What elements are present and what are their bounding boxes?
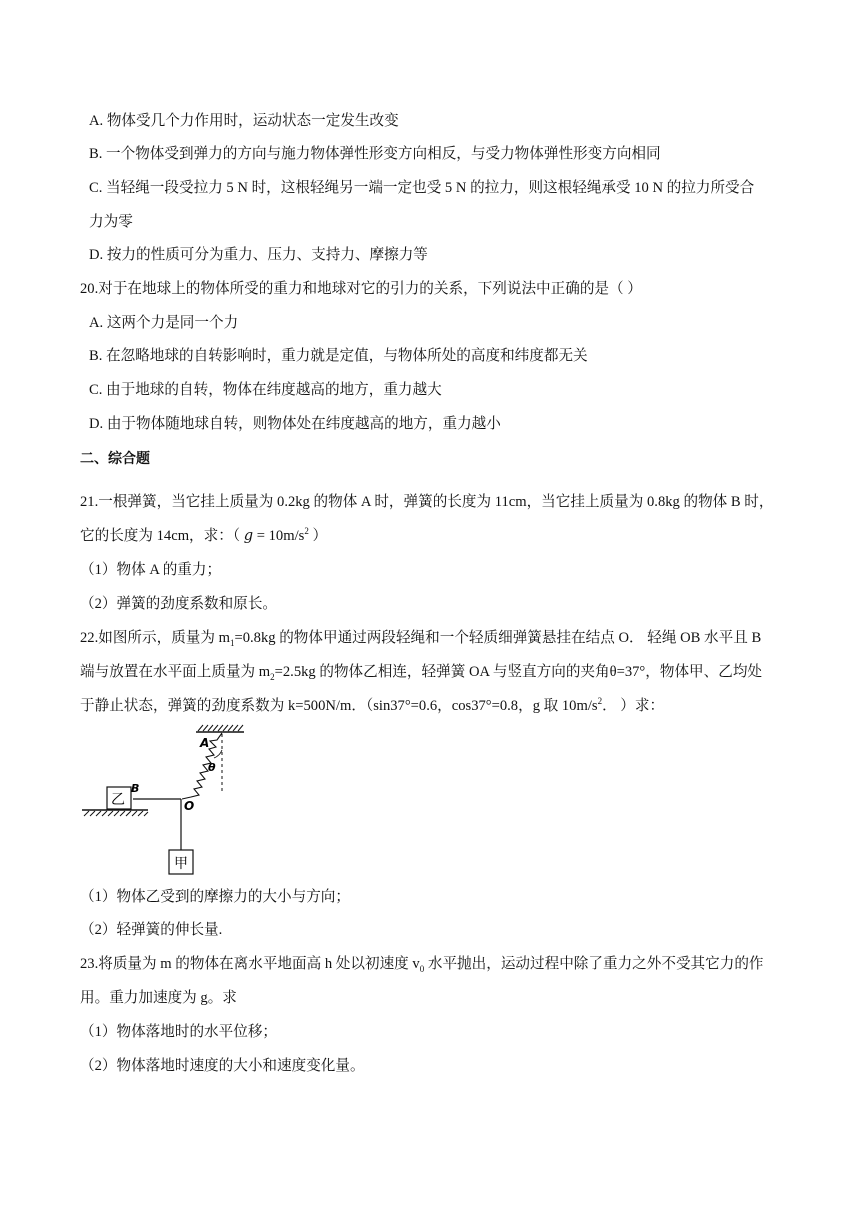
q22-sub-1: 1 xyxy=(230,637,235,648)
q20-option-c: C. 由于地球的自转，物体在纬度越高的地方，重力越大 xyxy=(89,382,442,398)
q22-text-e: 于静止状态，弹簧的劲度系数为 k=500N/m．（sin37°=0.6，cos37°=0.8，g 取 10m/s xyxy=(80,698,598,714)
q19-option-c-line1: C. 当轻绳一段受拉力 5 N 时，这根轻绳另一端一定也受 5 N 的拉力，则这根轻绳承受 10 N 的拉力所受合 xyxy=(89,180,755,196)
q19-option-a: A. 物体受几个力作用时，运动状态一定发生改变 xyxy=(89,113,399,129)
q22-stem-line3 xyxy=(80,696,664,716)
q21-text-end: ） xyxy=(308,528,328,544)
q22-stem-line1 xyxy=(80,628,761,648)
q20-option-b: B. 在忽略地球的自转影响时，重力就是定值，与物体所处的高度和纬度都无关 xyxy=(89,348,588,364)
q22-text-b: =0.8kg 的物体甲通过两段轻绳和一个轻质细弹簧悬挂在结点 O． 轻绳 OB 水平且 B xyxy=(234,630,762,646)
q23-stem-line2: 用。重力加速度为 g。求 xyxy=(80,990,237,1006)
q22-text-c: 端与放置在水平面上质量为 m xyxy=(80,664,271,680)
q19-option-b: B. 一个物体受到弹力的方向与施力物体弹性形变方向相反，与受力物体弹性形变方向相同 xyxy=(89,146,661,162)
q22-sup: 2 xyxy=(597,696,603,707)
q22-text-d: =2.5kg 的物体乙相连，轻弹簧 OA 与竖直方向的夹角θ=37°，物体甲、乙均处 xyxy=(274,664,763,680)
q20-option-a: A. 这两个力是同一个力 xyxy=(89,315,239,331)
ceiling-hatch xyxy=(198,725,243,731)
label-b: B xyxy=(131,782,140,795)
q22-sub2: （2）轻弹簧的伸长量. xyxy=(80,922,223,938)
q21-formula-exponent: 2 xyxy=(304,526,309,537)
q22-figure xyxy=(76,724,276,880)
label-theta: θ xyxy=(208,761,216,774)
q21-stem-line1: 21.一根弹簧，当它挂上质量为 0.2kg 的物体 A 时，弹簧的长度为 11cm，当它挂上质量为 0.8kg 的物体 B 时， xyxy=(80,494,774,510)
q21-stem-line2 xyxy=(80,526,327,546)
angle-arc xyxy=(214,750,222,758)
q23-stem-line1 xyxy=(80,954,764,974)
box-yi-label: 乙 xyxy=(111,792,125,808)
q23-text-a: 23.将质量为 m 的物体在离水平地面高 h 处以初速度 v xyxy=(80,956,420,972)
q20-stem: 20.对于在地球上的物体所受的重力和地球对它的引力的关系，下列说法中正确的是（ ） xyxy=(80,281,642,297)
label-a: A xyxy=(200,736,210,750)
q22-text-a: 22.如图所示，质量为 m xyxy=(80,630,230,646)
box-jia-label: 甲 xyxy=(174,856,188,872)
q19-option-c-line2: 力为零 xyxy=(89,214,133,230)
q22-sub-2: 2 xyxy=(270,671,275,682)
q23-sub1: （1）物体落地时的水平位移； xyxy=(80,1024,278,1040)
q22-text-f: ． ）求： xyxy=(602,698,665,714)
q20-option-d: D. 由于物体随地球自转，则物体处在纬度越高的地方，重力越小 xyxy=(89,416,501,432)
q21-formula-value: = 10m/s xyxy=(253,528,305,544)
q23-text-b: 水平抛出，运动过程中除了重力之外不受其它力的作 xyxy=(424,956,764,972)
q21-formula-g: g xyxy=(243,527,254,544)
q22-stem-line2 xyxy=(80,662,762,682)
q21-sub1: （1）物体 A 的重力； xyxy=(80,562,222,578)
q23-sub2: （2）物体落地时速度的大小和速度变化量。 xyxy=(80,1058,365,1074)
ground-hatch xyxy=(84,811,148,816)
q19-option-d: D. 按力的性质可分为重力、压力、支持力、摩擦力等 xyxy=(89,247,428,263)
q21-sub2: （2）弹簧的劲度系数和原长。 xyxy=(80,596,278,612)
label-o: O xyxy=(184,799,195,813)
q21-text: 它的长度为 14cm，求：（ xyxy=(80,528,244,544)
section-heading: 二、综合题 xyxy=(80,451,150,467)
q22-sub1: （1）物体乙受到的摩擦力的大小与方向； xyxy=(80,889,350,905)
q23-sub: 0 xyxy=(419,963,425,974)
